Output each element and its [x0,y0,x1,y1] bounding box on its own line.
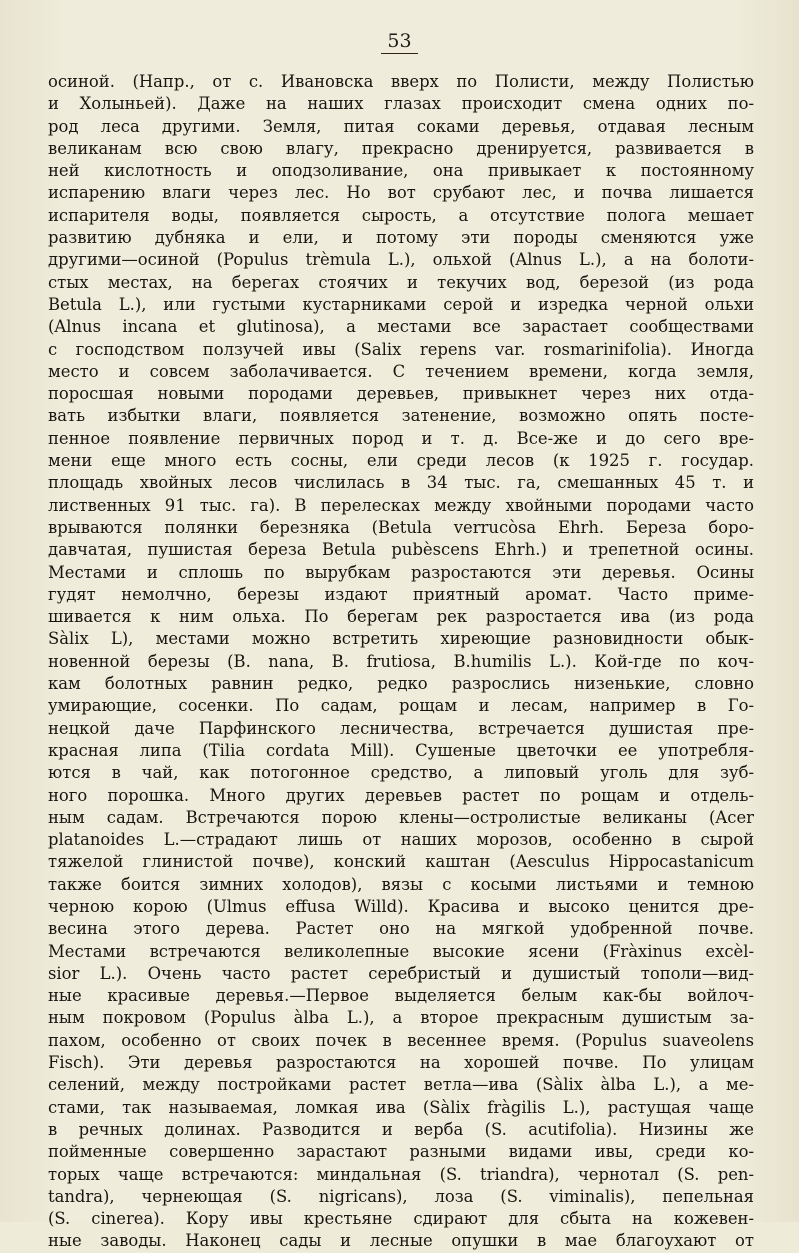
text-line: ные заводы. Наконец сады и лесные опушки в мае благоухают от [48,1231,754,1251]
text-line: место и совсем заболачивается. С течением времени, когда земля, [48,361,754,381]
text-line: черною корою (Ulmus effusa Willd). Красива и высоко ценится дре- [48,896,754,916]
text-line: ного порошка. Много других деревьев растет по рощам и отдель- [48,785,754,805]
text-line: стых местах, на берегах стоячих и текучих вод, березой (из рода [48,272,754,292]
text-line: великанам всю свою влагу, прекрасно дренируется, развивается в [48,138,754,158]
text-line: нецкой даче Парфинского лесничества, встречается душистая пре- [48,718,754,738]
text-line: красная липа (Tilia cordata Mill). Сушеные цветочки ее употребля- [48,740,754,760]
text-line: (S. cinerea). Кору ивы крестьяне сдирают для сбыта на кожевен- [48,1209,754,1229]
text-line: весина этого дерева. Растет оно на мягкой удобренной почве. [48,919,754,939]
text-line: шивается к ним ольха. По берегам рек разростается ива (из рода [48,607,754,627]
text-line: Betula L.), или густыми кустарниками серой и изредка черной ольхи [48,294,754,314]
text-line: ются в чай, как потогонное средство, а липовый уголь для зуб- [48,763,754,783]
text-line: развитию дубняка и ели, и потому эти породы сменяются уже [48,228,754,248]
text-line: мени еще много есть сосны, ели среди лесов (к 1925 г. государ. [48,451,754,471]
text-line: Местами и сплошь по вырубкам разростаются эти деревья. Осины [48,562,754,582]
text-line: другими—осиной (Populus trèmula L.), ольхой (Alnus L.), а на болоти- [48,250,754,270]
text-line: гудят немолчно, березы издают приятный аромат. Часто приме- [48,584,754,604]
text-line: испарению влаги через лес. Но вот срубают лес, и почва лишается [48,183,754,203]
text-line: поросшая новыми породами деревьев, привыкнет через них отда- [48,384,754,404]
text-line: лиственных 91 тыс. га). В перелесках между хвойными породами часто [48,495,754,515]
text-line: (Alnus incana et glutinosa), а местами все зарастает сообществами [48,317,754,337]
text-line: ней кислотность и оподзоливание, она привыкает к постоянному [48,161,754,181]
text-line: селений, между постройками растет ветла—ива (Sàlix àlba L.), а ме- [48,1075,754,1095]
text-line: площадь хвойных лесов числилась в 34 тыс. га, смешанных 45 т. и [48,473,754,493]
text-line: испарителя воды, появляется сырость, а отсутствие полога мешает [48,205,754,225]
text-line: с господством ползучей ивы (Salix repens var. rosmarinifolia). Иногда [48,339,754,359]
text-line: Местами встречаются великолепные высокие ясени (Fràxinus excèl- [48,941,754,961]
text-line: Sàlix L), местами можно встретить хиреющие разновидности обык- [48,629,754,649]
text-line: стами, так называемая, ломкая ива (Sàlix fràgilis L.), растущая чаще [48,1097,754,1117]
text-line: давчатая, пушистая береза Betula pubèscens Ehrh.) и трепетной осины. [48,540,754,560]
text-line: пахом, особенно от своих почек в весеннее время. (Populus suaveolens [48,1030,754,1050]
text-line: пенное появление первичных пород и т. д. Все-же и до сего вре- [48,428,754,448]
text-line: также боится зимних холодов), вязы с косыми листьями и темною [48,874,754,894]
text-line: ные красивые деревья.—Первое выделяется белым как-бы войлоч- [48,986,754,1006]
text-line: ным покровом (Populus àlba L.), а второе прекрасным душистым за- [48,1008,754,1028]
text-line: вать избытки влаги, появляется затенение, возможно опять посте- [48,406,754,426]
text-line: род леса другими. Земля, питая соками деревья, отдавая лесным [48,116,754,136]
text-line: врываются полянки березняка (Betula verrucòsa Ehrh. Береза боро- [48,517,754,537]
text-line: sior L.). Очень часто растет серебристый и душистый тополи—вид- [48,963,754,983]
text-line: в речных долинах. Разводится и верба (S. acutifolia). Низины же [48,1119,754,1139]
page-number [0,30,799,54]
text-line: осиной. (Напр., от с. Ивановска вверх по Полисти, между Полистью [48,72,754,91]
body-text [48,71,754,1253]
text-line: Fisch). Эти деревья разростаются на хорошей почве. По улицам [48,1053,754,1073]
text-line: торых чаще встречаются: миндальная (S. triandra), чернотал (S. pen- [48,1164,754,1184]
text-line: умирающие, сосенки. По садам, рощам и лесам, например в Го- [48,696,754,716]
text-line: кам болотных равнин редко, редко разрослись низенькие, словно [48,674,754,694]
text-line: ным садам. Встречаются порою клены—остролистые великаны (Acer [48,807,754,827]
text-line: новенной березы (B. nana, B. frutiosa, B.humilis L.). Кой-где по коч- [48,651,754,671]
page-number-text: 53 [381,30,417,54]
text-line: пойменные совершенно зарастают разными видами ивы, среди ко- [48,1142,754,1162]
text-line: platanoides L.—страдают лишь от наших морозов, особенно в сырой [48,830,754,850]
text-line: и Холыньей). Даже на наших глазах происходит смена одних по- [48,94,754,114]
text-line: тяжелой глинистой почве), конский каштан (Aesculus Hippocastanicum [48,852,754,872]
text-line: tandra), чернеющая (S. nigricans), лоза (S. viminalis), пепельная [48,1186,754,1206]
